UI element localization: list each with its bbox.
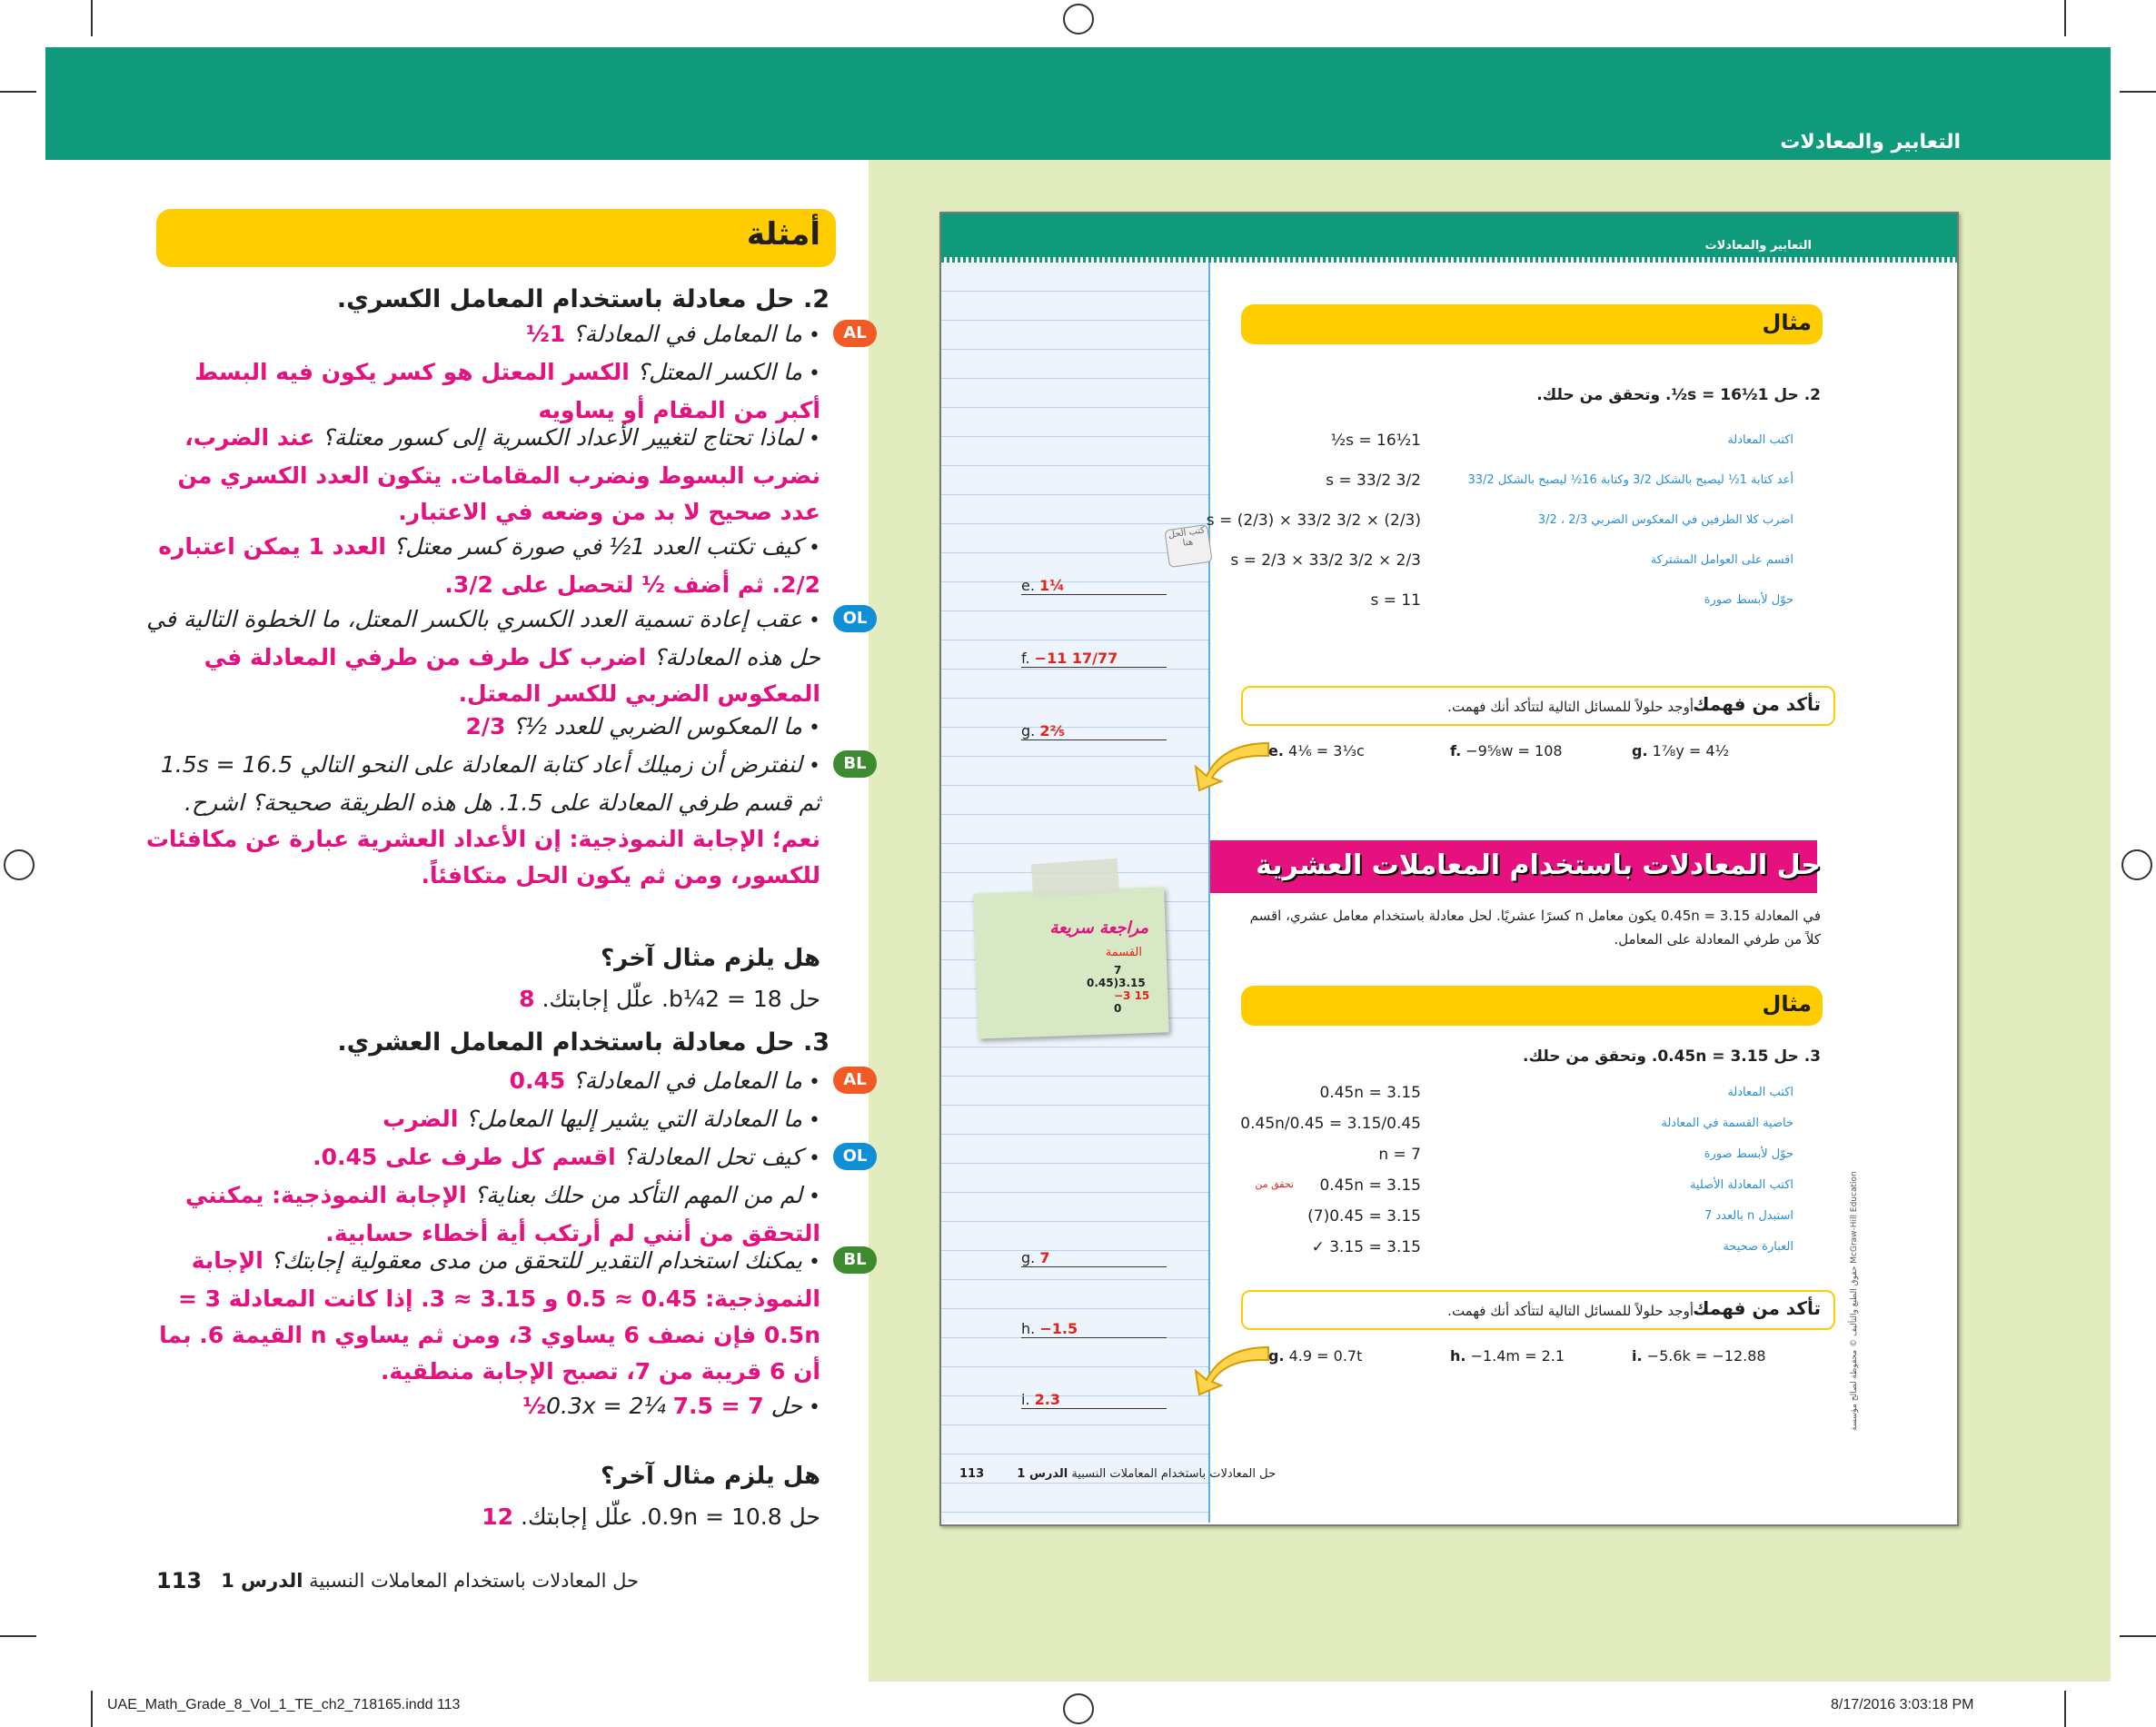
question-text: لنفترض أن زميلك أعاد كتابة المعادلة على النحو التالي 1.5s = 16.5 ثم قسم طرفي المعادلة على 1.5. هل هذه الطريقة صحيحة؟ اشرح. [160,751,820,816]
page-number: 113 [156,1568,203,1593]
check-problem [1268,742,1365,759]
answer-line-value: 1¼ [1039,577,1065,594]
example-prompt-text: حل 3.15 = 0.45n. وتحقق من حلك. [1523,1047,1799,1066]
page-footer [221,1570,639,1592]
check-problem-label: g. [1632,742,1648,759]
question-text: ما الكسر المعتل؟ [636,359,803,385]
step-equation: (2/3) × 3/2 s = (2/3) × 33/2 [1206,511,1421,530]
step-equation: 3.15 = 0.45n [1319,1176,1421,1195]
preview-header-title: التعابير والمعادلات [1704,239,1812,253]
crop-mark [0,91,36,93]
check-problem-label: g. [1268,1347,1285,1365]
bullet-icon: • [802,610,820,632]
answer-line-value: 7 [1039,1249,1050,1266]
level-badge: BL [833,750,877,778]
question-text: لماذا تحتاج لتغيير الأعداد الكسرية إلى كسور معتلة؟ [322,424,803,451]
bullet-icon: • [802,717,820,739]
bullet-icon: • [802,324,820,347]
question-item [144,529,820,603]
example-prompt-text: حل 1½s = 16½. وتحقق من حلك. [1536,386,1799,404]
spacer [263,1247,271,1274]
spacer [616,1144,623,1170]
bullet-icon: • [802,537,820,560]
bullet-icon: • [802,755,820,778]
bullet-icon: • [802,1109,820,1132]
question-text: يمكنك استخدام التقدير للتحقق من مدى معقولية إجابتك؟ [270,1247,803,1274]
answer-line [1021,1320,1167,1338]
check-problem-expr: 4⅙ = 3⅓c [1288,742,1365,759]
answer-text: نعم؛ الإجابة النموذجية: إن الأعداد العشرية عبارة عن مكافئات للكسور، ومن ثم يكون الحل متكافئاً. [145,826,820,888]
question-item [144,1388,820,1426]
quick-review-subtitle: القسمة [1105,946,1142,959]
check-text: أوجد حلولاً للمسائل التالية لتتأكد أنك فهمت. [1447,699,1694,715]
level-badge: BL [833,1246,877,1274]
bullet-icon: • [802,1147,820,1170]
crop-mark [2120,1635,2156,1637]
student-page-preview [939,212,1959,1526]
step-equation: 1½s = 16½ [1330,432,1421,450]
bullet-icon: • [802,428,820,451]
spacer [467,1182,474,1208]
bullet-icon: • [802,1396,820,1419]
question-text: عقب إعادة تسمية العدد الكسري بالكسر المعتل، ما الخطوة التالية في حل هذه المعادلة؟ [146,606,820,670]
question-text: ما المعامل في المعادلة؟ [572,321,803,347]
curved-arrow-icon [1187,1340,1274,1396]
answer-text: الإجابة النموذجية: يمكنني التحقق من أنني لم أرتكب أية أخطاء حسابية. [184,1182,820,1246]
step-equation: 3.15 = 3.15 ✓ [1311,1238,1421,1256]
step-note: اكتب المعادلة [1727,1086,1793,1099]
example3-number: 3. [802,1028,830,1057]
section-title: حل المعادلات باستخدام المعاملات العشرية [1256,849,1821,881]
crop-mark [2120,91,2156,93]
check-problem-label: f. [1450,742,1462,759]
registration-mark-icon [2121,849,2152,880]
question-item [144,354,820,429]
example-banner-label: مثال [1762,310,1812,335]
answer-text: 0.45 [509,1067,566,1094]
answer-text: الكسر المعتل هو كسر يكون فيه البسط أكبر من المقام أو يساويه [194,359,820,423]
question-item [144,316,867,354]
example3-title [337,1025,830,1061]
preview-footer-lesson: الدرس 1 [1017,1467,1068,1481]
bullet-icon: • [802,1071,820,1094]
question-item [144,709,820,747]
example-number: 2. [1803,386,1821,404]
example3-title-text: حل معادلة باستخدام المعامل العشري. [337,1028,795,1057]
answer-line-value: −1.5 [1039,1320,1078,1337]
quick-review-title: مراجعة سريعة [1049,918,1148,938]
check-problem [1268,1347,1362,1365]
bullet-icon: • [802,1186,820,1208]
example-number: 3. [1803,1047,1821,1066]
answer-line [1021,577,1167,595]
division-line: −3 15 [1114,989,1150,1002]
registration-mark-icon [1063,1693,1094,1724]
page-footer-title: حل المعادلات باستخدام المعاملات النسبية [309,1570,639,1592]
registration-mark-icon [1063,4,1094,35]
check-problem-expr: 4.9 = 0.7t [1288,1347,1363,1365]
answer-line-label: i. [1021,1391,1030,1408]
step-equation: 3.15 = 0.45n [1319,1084,1421,1102]
division-line: 0.45)3.15 [1087,977,1146,989]
question-text: لم من المهم التأكد من حلك بعناية؟ [473,1182,803,1208]
question-item [144,1063,867,1101]
level-badge: OL [833,605,877,632]
step-note: استبدل n بالعدد 7 [1704,1209,1793,1223]
check-problem-label: i. [1632,1347,1643,1365]
question-item [144,420,820,531]
answer-line-value: 2.3 [1034,1391,1060,1408]
example-banner [1241,986,1823,1026]
example-banner-label: مثال [1762,991,1812,1017]
another-example-problem: حل 18 = 2¼b. علّل إجابتك. [541,986,820,1012]
examples-banner [156,209,836,267]
check-text: أوجد حلولاً للمسائل التالية لتتأكد أنك فهمت. [1447,1303,1694,1319]
step-note: اكتب المعادلة الأصلية [1689,1178,1793,1192]
answer-line [1021,1249,1167,1267]
check-problem [1450,742,1563,759]
crop-mark [91,1691,93,1727]
step-equation: 3/2 s = 33/2 [1326,471,1421,490]
examples-heading: أمثلة [746,216,820,253]
crop-mark [91,0,93,36]
step-equation: 2/3 × 3/2 s = 2/3 × 33/2 [1230,551,1421,570]
crop-mark [0,1635,36,1637]
answer-text: عند الضرب، نضرب البسوط ونضرب المقامات. يتكون العدد الكسري من عدد صحيح لا بد من وضعه في الاعتبار. [177,424,820,525]
answer-line-label: g. [1021,1249,1036,1266]
preview-footer-title: حل المعادلات باستخدام المعاملات النسبية [1071,1467,1276,1481]
division-line: 7 [1114,964,1122,977]
spacer [666,1393,673,1419]
check-problem-expr: 1⅞y = 4½ [1652,742,1730,759]
bullet-icon: • [802,1251,820,1274]
another-example-text [519,981,820,1017]
question-item [144,1139,868,1177]
question-text: ما المعكوس الضربي للعدد ½؟ [512,713,803,739]
header-title: التعابير والمعادلات [1780,131,1961,154]
bullet-icon: • [802,362,820,385]
spacer [630,359,637,385]
answer-text: الإجابة النموذجية: 0.45 ≈ 0.5 و 3.15 ≈ 3. إذا كانت المعادلة 3 = 0.5n فإن نصف 6 يساوي 3، ومن ثم يساوي n القيمة 6. بما أن 6 قريبة من 7، تصبح الإجابة منطقية. [159,1247,820,1385]
answer-line [1021,1391,1167,1409]
answer-line-value: −11 17/77 [1034,650,1118,667]
spacer [386,533,393,560]
crop-mark [2064,0,2066,36]
check-problem [1632,742,1729,759]
answer-text: الضرب [383,1106,459,1132]
answer-text: اقسم كل طرف على 0.45. [313,1144,616,1170]
another-example-answer: 12 [482,1504,514,1530]
preview-footer [1017,1467,1276,1481]
spacer [646,644,653,670]
answer-line-label: e. [1021,577,1035,594]
check-problem-expr: −5.6k = −12.88 [1646,1347,1766,1365]
step-note: أعد كتابة 1½ ليصبح بالشكل 3/2 وكتابة 16½ ليصبح بالشكل 33/2 [1467,473,1793,487]
question-text: كيف تحل المعادلة؟ [622,1144,803,1170]
example2-title-text: حل معادلة باستخدام المعامل الكسري. [336,285,795,313]
step-note: العبارة صحيحة [1723,1240,1793,1254]
step-note: اضرب كلا الطرفين في المعكوس الضربي 2/3 ، 3/2 [1537,513,1793,527]
page-footer-lesson: الدرس 1 [221,1570,303,1592]
crop-mark [2064,1691,2066,1727]
another-example-text [482,1499,820,1535]
example2-title [337,282,830,318]
question-item [144,1177,820,1252]
question-text: كيف تكتب العدد 1½ في صورة كسر معتل؟ [392,533,803,560]
step-note: اكتب المعادلة [1727,433,1793,447]
check-problem [1450,1347,1565,1365]
answer-text: 2/3 [465,713,506,739]
example2-number: 2. [802,285,830,313]
level-badge: OL [833,1143,877,1170]
step-equation: 3.15/0.45 = 0.45n/0.45 [1240,1115,1421,1133]
check-tag: تحقق من [1255,1178,1294,1190]
question-item [144,1243,867,1390]
question-item [144,601,868,712]
question-item [144,747,867,894]
another-example-heading: هل يلزم مثال آخر؟ [601,945,820,972]
check-title: تأكد من فهمك [1693,1297,1821,1319]
question-text: ما المعادلة التي يشير إليها المعامل؟ [465,1106,803,1132]
example-prompt [1276,1047,1821,1066]
another-example-problem: حل 10.8 = 0.9n. علّل إجابتك. [521,1504,820,1530]
step-note: حوّل لأبسط صورة [1704,593,1793,607]
answer-line [1021,722,1167,740]
answer-text: 7.5 = 7½ [522,1393,764,1419]
answer-text: العدد 1 يمكن اعتباره 2/2. ثم أضف ½ لتحصل على 3/2. [158,533,820,598]
example-prompt [1276,386,1821,404]
answer-line [1021,650,1167,668]
level-badge: AL [833,320,877,347]
step-equation: s = 11 [1370,591,1421,610]
registration-mark-icon [4,849,35,880]
preview-footer-page: 113 [959,1467,985,1481]
division-line: 0 [1114,1002,1122,1015]
preview-copyright: حقوق الطبع والتأليف © محفوظة لصالح مؤسسة McGraw-Hill Education [1850,1171,1859,1431]
section-intro: في المعادلة 3.15 = 0.45n يكون معامل n كسرًا عشريًا. لحل معادلة باستخدام معامل عشري، اقسم كلاً من طرفي المعادلة على المعامل. [1249,908,1821,948]
step-equation: 3.15 = 0.45(7) [1307,1207,1421,1226]
question-text: حل 0.3x = 2¼ [546,1393,803,1419]
answer-text: اضرب كل طرف من طرفي المعادلة في المعكوس الضربي للكسر المعتل. [204,644,820,707]
date-slug: 8/17/2016 3:03:18 PM [1831,1697,1974,1712]
note-tag: كتب الحل هنا [1164,524,1212,568]
curved-arrow-icon [1187,736,1274,792]
question-item [144,1101,820,1139]
check-problem-expr: −1.4m = 2.1 [1470,1347,1565,1365]
answer-line-label: f. [1021,650,1030,667]
question-text: ما المعامل في المعادلة؟ [572,1067,803,1094]
note-tape [1031,859,1119,899]
another-example-heading: هل يلزم مثال آخر؟ [601,1463,820,1490]
another-example-answer: 8 [519,986,535,1012]
answer-line-value: 2⅖ [1039,722,1066,739]
check-title: تأكد من فهمك [1693,693,1821,715]
step-equation: 7 = n [1378,1146,1421,1164]
step-note: خاصية القسمة في المعادلة [1661,1117,1793,1130]
example-banner [1241,304,1823,344]
answer-line-label: g. [1021,722,1036,739]
level-badge: AL [833,1067,877,1094]
quick-review-note [973,887,1168,1038]
answer-text: 1½ [525,321,566,347]
answer-line-label: h. [1021,1320,1036,1337]
step-note: اقسم على العوامل المشتركة [1650,553,1793,567]
check-problem-label: h. [1450,1347,1466,1365]
file-slug: UAE_Math_Grade_8_Vol_1_TE_ch2_718165.indd 113 [107,1697,461,1712]
check-problem-expr: −9⅝w = 108 [1465,742,1563,759]
check-problem [1632,1347,1766,1365]
step-note: حوّل لأبسط صورة [1704,1147,1793,1161]
check-problem-label: e. [1268,742,1284,759]
